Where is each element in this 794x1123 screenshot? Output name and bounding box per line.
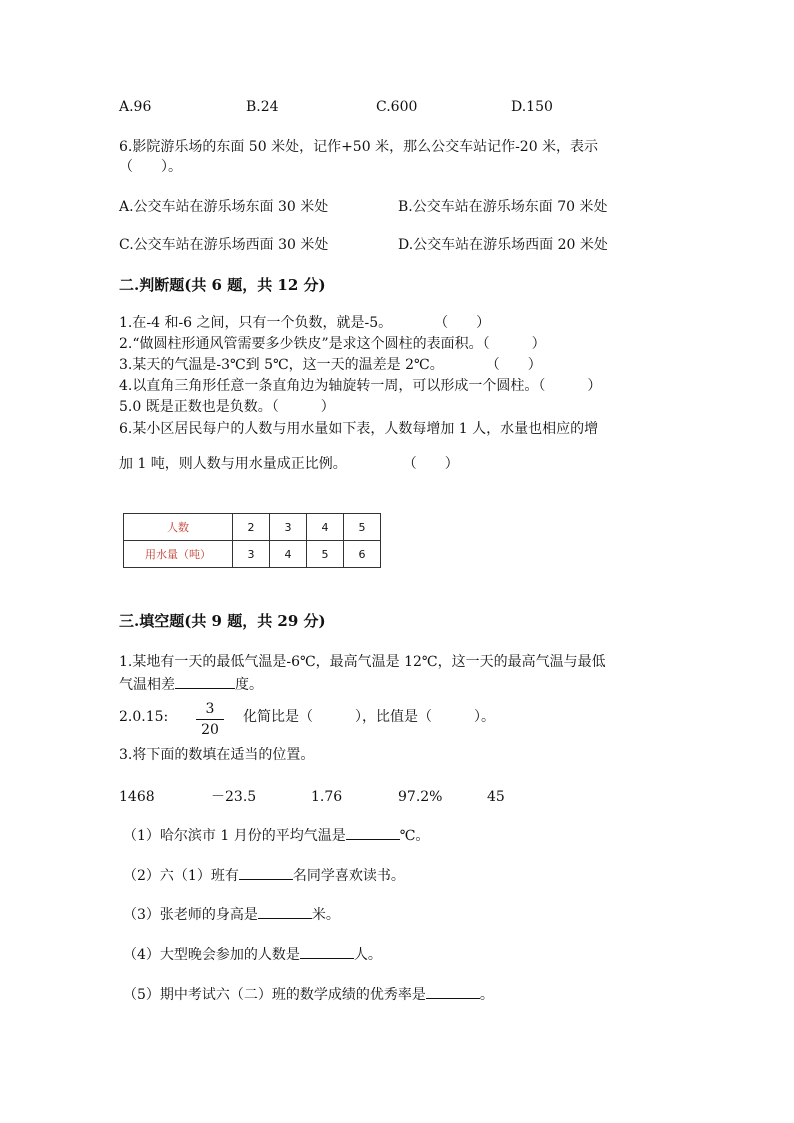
answer-blank[interactable] — [239, 865, 293, 880]
q5-option-a: A.96 — [119, 99, 152, 115]
sub-question-unit: 人。 — [353, 947, 382, 963]
q6-option-b: B.公交车站在游乐场东面 70 米处 — [398, 199, 608, 215]
section2-heading: 二.判断题(共 6 题，共 12 分) — [119, 276, 326, 294]
water-usage-table — [123, 513, 381, 568]
q3-number-2: －23.5 — [211, 789, 257, 805]
table-cell: 5 — [307, 541, 344, 568]
q5-option-c: C.600 — [376, 99, 418, 115]
q6-text-line1: 6.影院游乐场的东面 50 米处，记作+50 米，那么公交车站记作-20 米，表示 — [119, 139, 599, 155]
fill-q1-line1: 1.某地有一天的最低气温是-6℃，最高气温是 12℃，这一天的最高气温与最低 — [119, 654, 606, 670]
sub-question-4 — [123, 944, 382, 965]
sub-question-text: （4）大型晚会参加的人数是 — [123, 947, 300, 963]
tf-item-3: 3.某天的气温是-3℃到 5℃，这一天的温差是 2℃。 （ ） — [119, 357, 542, 373]
table-row — [124, 514, 381, 541]
fill-q2-prefix: 2.0.15: — [119, 709, 169, 725]
table-cell: 6 — [344, 541, 381, 568]
q5-option-d: D.150 — [511, 99, 553, 115]
answer-blank[interactable] — [346, 825, 400, 840]
sub-question-unit: 名同学喜欢读书。 — [292, 868, 405, 884]
table-cell: 5 — [344, 514, 381, 541]
answer-blank[interactable] — [300, 944, 354, 959]
tf-item-6-line1: 6.某小区居民每户的人数与用水量如下表，人数每增加 1 人，水量也相应的增 — [119, 421, 599, 437]
fill-q1-pre: 气温相差 — [119, 677, 175, 693]
sub-question-1 — [123, 825, 429, 846]
q6-option-d: D.公交车站在游乐场西面 20 米处 — [398, 237, 608, 253]
fraction-numerator: 3 — [205, 701, 215, 717]
fill-q2-suffix: 化简比是（ ），比值是（ ）。 — [243, 709, 495, 725]
answer-blank[interactable] — [426, 984, 480, 999]
table-row-label: 人数 — [124, 514, 233, 541]
sub-question-text: （3）张老师的身高是 — [123, 907, 258, 923]
sub-question-text: （5）期中考试六（二）班的数学成绩的优秀率是 — [123, 987, 426, 1003]
fill-q1-line2 — [119, 674, 263, 695]
tf-item-5: 5.0 既是正数也是负数。（ ） — [119, 399, 335, 415]
q6-option-a: A.公交车站在游乐场东面 30 米处 — [119, 199, 329, 215]
q5-option-b: B.24 — [246, 99, 279, 115]
sub-question-2 — [123, 865, 405, 886]
sub-question-text: （1）哈尔滨市 1 月份的平均气温是 — [123, 828, 346, 844]
tf-item-4: 4.以直角三角形任意一条直角边为轴旋转一周，可以形成一个圆柱。（ ） — [119, 378, 602, 394]
q3-number-1: 1468 — [119, 789, 155, 805]
table-row — [124, 541, 381, 568]
q3-number-3: 1.76 — [311, 789, 343, 805]
table-cell: 3 — [233, 541, 270, 568]
table-cell: 3 — [270, 514, 307, 541]
q3-number-4: 97.2% — [398, 789, 443, 805]
sub-question-unit: 。 — [479, 987, 494, 1003]
tf-item-1: 1.在-4 和-6 之间，只有一个负数，就是-5。 （ ） — [119, 315, 491, 331]
table-row-label: 用水量（吨） — [124, 541, 233, 568]
tf-item-6-line2: 加 1 吨，则人数与用水量成正比例。 （ ） — [119, 456, 459, 472]
sub-question-text: （2）六（1）班有 — [123, 868, 239, 884]
table-cell: 4 — [307, 514, 344, 541]
q6-option-c: C.公交车站在游乐场西面 30 米处 — [119, 237, 329, 253]
fraction-3-20 — [196, 701, 224, 738]
sub-question-unit: 米。 — [311, 907, 340, 923]
fill-q1-post: 度。 — [235, 677, 263, 693]
tf-item-2: 2.“做圆柱形通风管需要多少铁皮”是求这个圆柱的表面积。（ ） — [119, 336, 546, 352]
sub-question-5 — [123, 984, 494, 1005]
answer-blank[interactable] — [175, 674, 235, 689]
q6-text-line2: （ ）。 — [119, 159, 182, 175]
sub-question-3 — [123, 904, 340, 925]
table-cell: 4 — [270, 541, 307, 568]
fill-q3-text: 3.将下面的数填在适当的位置。 — [119, 747, 315, 763]
sub-question-unit: ℃。 — [399, 828, 430, 844]
table-cell: 2 — [233, 514, 270, 541]
fraction-denominator: 20 — [201, 722, 219, 738]
answer-blank[interactable] — [258, 904, 312, 919]
fraction-bar — [196, 719, 224, 720]
section3-heading: 三.填空题(共 9 题，共 29 分) — [119, 612, 326, 630]
q3-number-5: 45 — [487, 789, 505, 805]
